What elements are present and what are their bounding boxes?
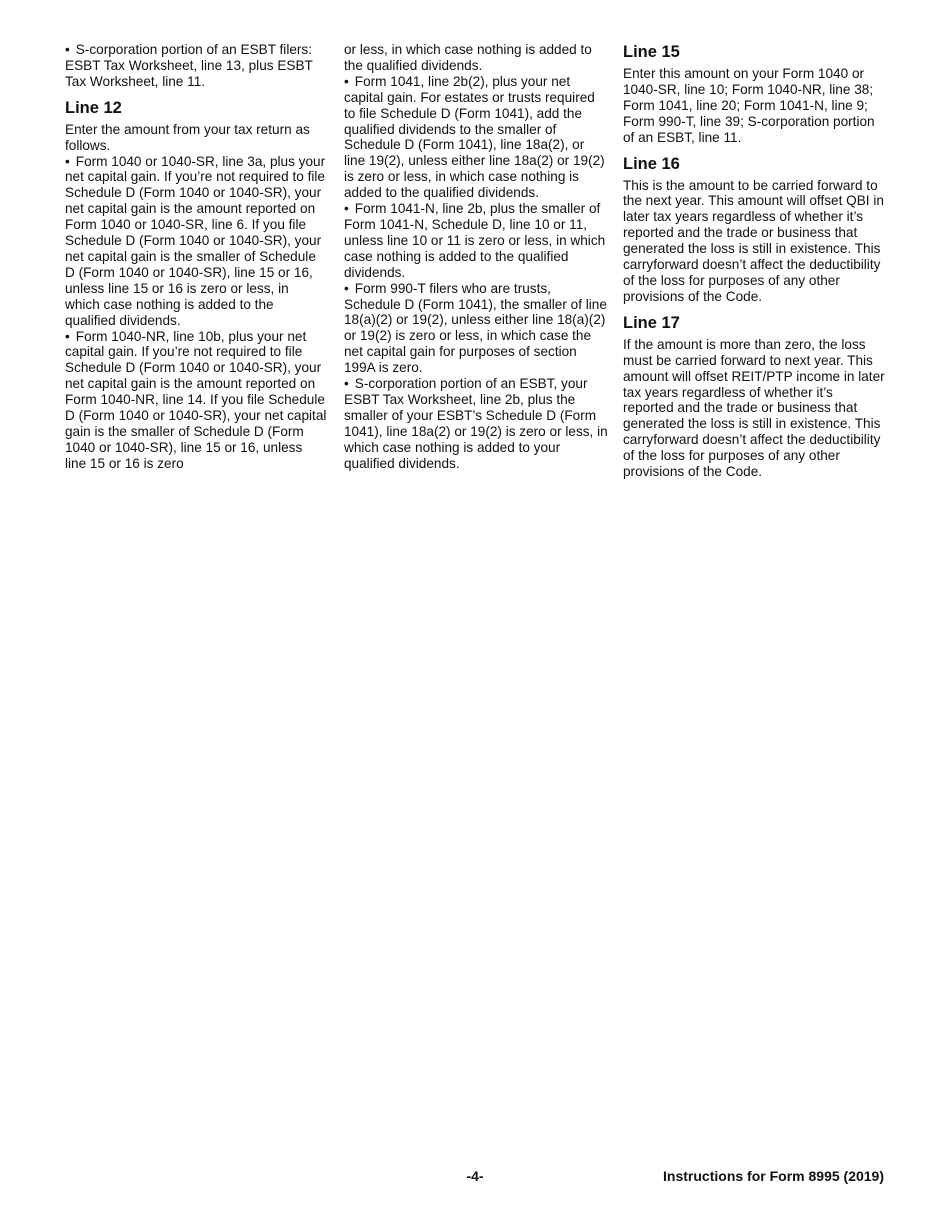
line-17-text: If the amount is more than zero, the loss must be carried forward to next year. This amount will offset REIT/PTP income in later tax years regardless of whether it’s reported and the trade or business that generated the loss is still in existence. This carryforward doesn’t affect the deductibility of the loss for purposes of any other provisions of the Code. xyxy=(623,336,885,480)
bullet-icon: • xyxy=(65,328,70,344)
line-12-heading: Line 12 xyxy=(65,98,122,117)
column-right xyxy=(623,42,887,480)
bullet-esbt-filers: • S-corporation portion of an ESBT filers: ESBT Tax Worksheet, line 13, plus ESBT Tax Worksheet, line 11. xyxy=(65,42,313,89)
line-16-text: This is the amount to be carried forward to the next year. This amount will offset QBI in later tax years regardless of whether it’s reported and the trade or business that generated the loss is still in existence. This carryforward doesn’t affect the deductibility of the loss for purposes of any other provisions of the Code. xyxy=(623,177,884,304)
bullet-icon: • xyxy=(65,153,70,169)
line-16-heading: Line 16 xyxy=(623,154,680,173)
line-12-intro: Enter the amount from your tax return as follows. xyxy=(65,121,310,153)
bullet-form-1040: • Form 1040 or 1040-SR, line 3a, plus your net capital gain. If you’re not required to file Schedule D (Form 1040 or 1040-SR), your net capital gain is the amount reported on Form 1040 or 1040-SR, line 6. If you file Schedule D (Form 1040 or 1040-SR), your net capital gain is the smaller of Schedule D (Form 1040 or 1040-SR), line 15 or 16, unless line 15 or 16 is zero or less, in which case nothing is added to the qualified dividends. xyxy=(65,153,326,328)
bullet-esbt: • S-corporation portion of an ESBT, your ESBT Tax Worksheet, line 2b, plus the smaller of your ESBT’s Schedule D (Form 1041), line 18a(2) or 19(2) is zero or less, in which case nothing is added to your qualified dividends. xyxy=(344,376,608,471)
bullet-form-990t: • Form 990-T filers who are trusts, Schedule D (Form 1041), the smaller of line 18(a)(2) or 19(2), unless either line 18(a)(2) or 19(2) is zero or less, in which case the net capital gain for purposes of section 199A is zero. xyxy=(344,280,607,376)
line-15-text: Enter this amount on your Form 1040 or 1040-SR, line 10; Form 1040-NR, line 38; Form 1041, line 20; Form 1041-N, line 9; Form 990-T, line 39; S-corporation portion of an ESBT, line 11. xyxy=(623,66,875,145)
bullet-form-1040nr: • Form 1040-NR, line 10b, plus your net capital gain. If you’re not required to file Schedule D (Form 1040 or 1040-SR), your net capital gain is the amount reported on Form 1040-NR, line 14. If you file Schedule D (Form 1040 or 1040-SR), your net capital gain is the smaller of Schedule D (Form 1040 or 1040-SR), line 15 or 16, unless line 15 or 16 is zero xyxy=(65,328,327,471)
bullet-icon: • xyxy=(344,201,349,217)
bullet-icon: • xyxy=(65,42,70,57)
column-left xyxy=(65,42,327,472)
line-15-heading: Line 15 xyxy=(623,43,680,61)
bullet-form-1041: • Form 1041, line 2b(2), plus your net capital gain. For estates or trusts required to file Schedule D (Form 1041), add the qualified dividends to the smaller of Schedule D (Form 1041), line 18a(2), or line 19(2), unless either line 18a(2) or 19(2) is zero or less, in which case nothing is added to the qualified dividends. xyxy=(344,73,605,201)
column-middle xyxy=(344,42,608,471)
bullet-icon: • xyxy=(344,376,349,392)
bullet-icon: • xyxy=(344,73,349,89)
bullet-form-1040nr-continued: or less, in which case nothing is added to the qualified dividends. xyxy=(344,42,592,73)
bullet-icon: • xyxy=(344,280,349,296)
document-title: Instructions for Form 8995 (2019) xyxy=(663,1168,884,1184)
bullet-form-1041n: • Form 1041-N, line 2b, plus the smaller of Form 1041-N, Schedule D, line 10 or 11, unless line 10 or 11 is zero or less, in which case nothing is added to the qualified dividends. xyxy=(344,201,606,280)
line-17-heading: Line 17 xyxy=(623,313,680,332)
page-number: -4- xyxy=(466,1168,484,1184)
